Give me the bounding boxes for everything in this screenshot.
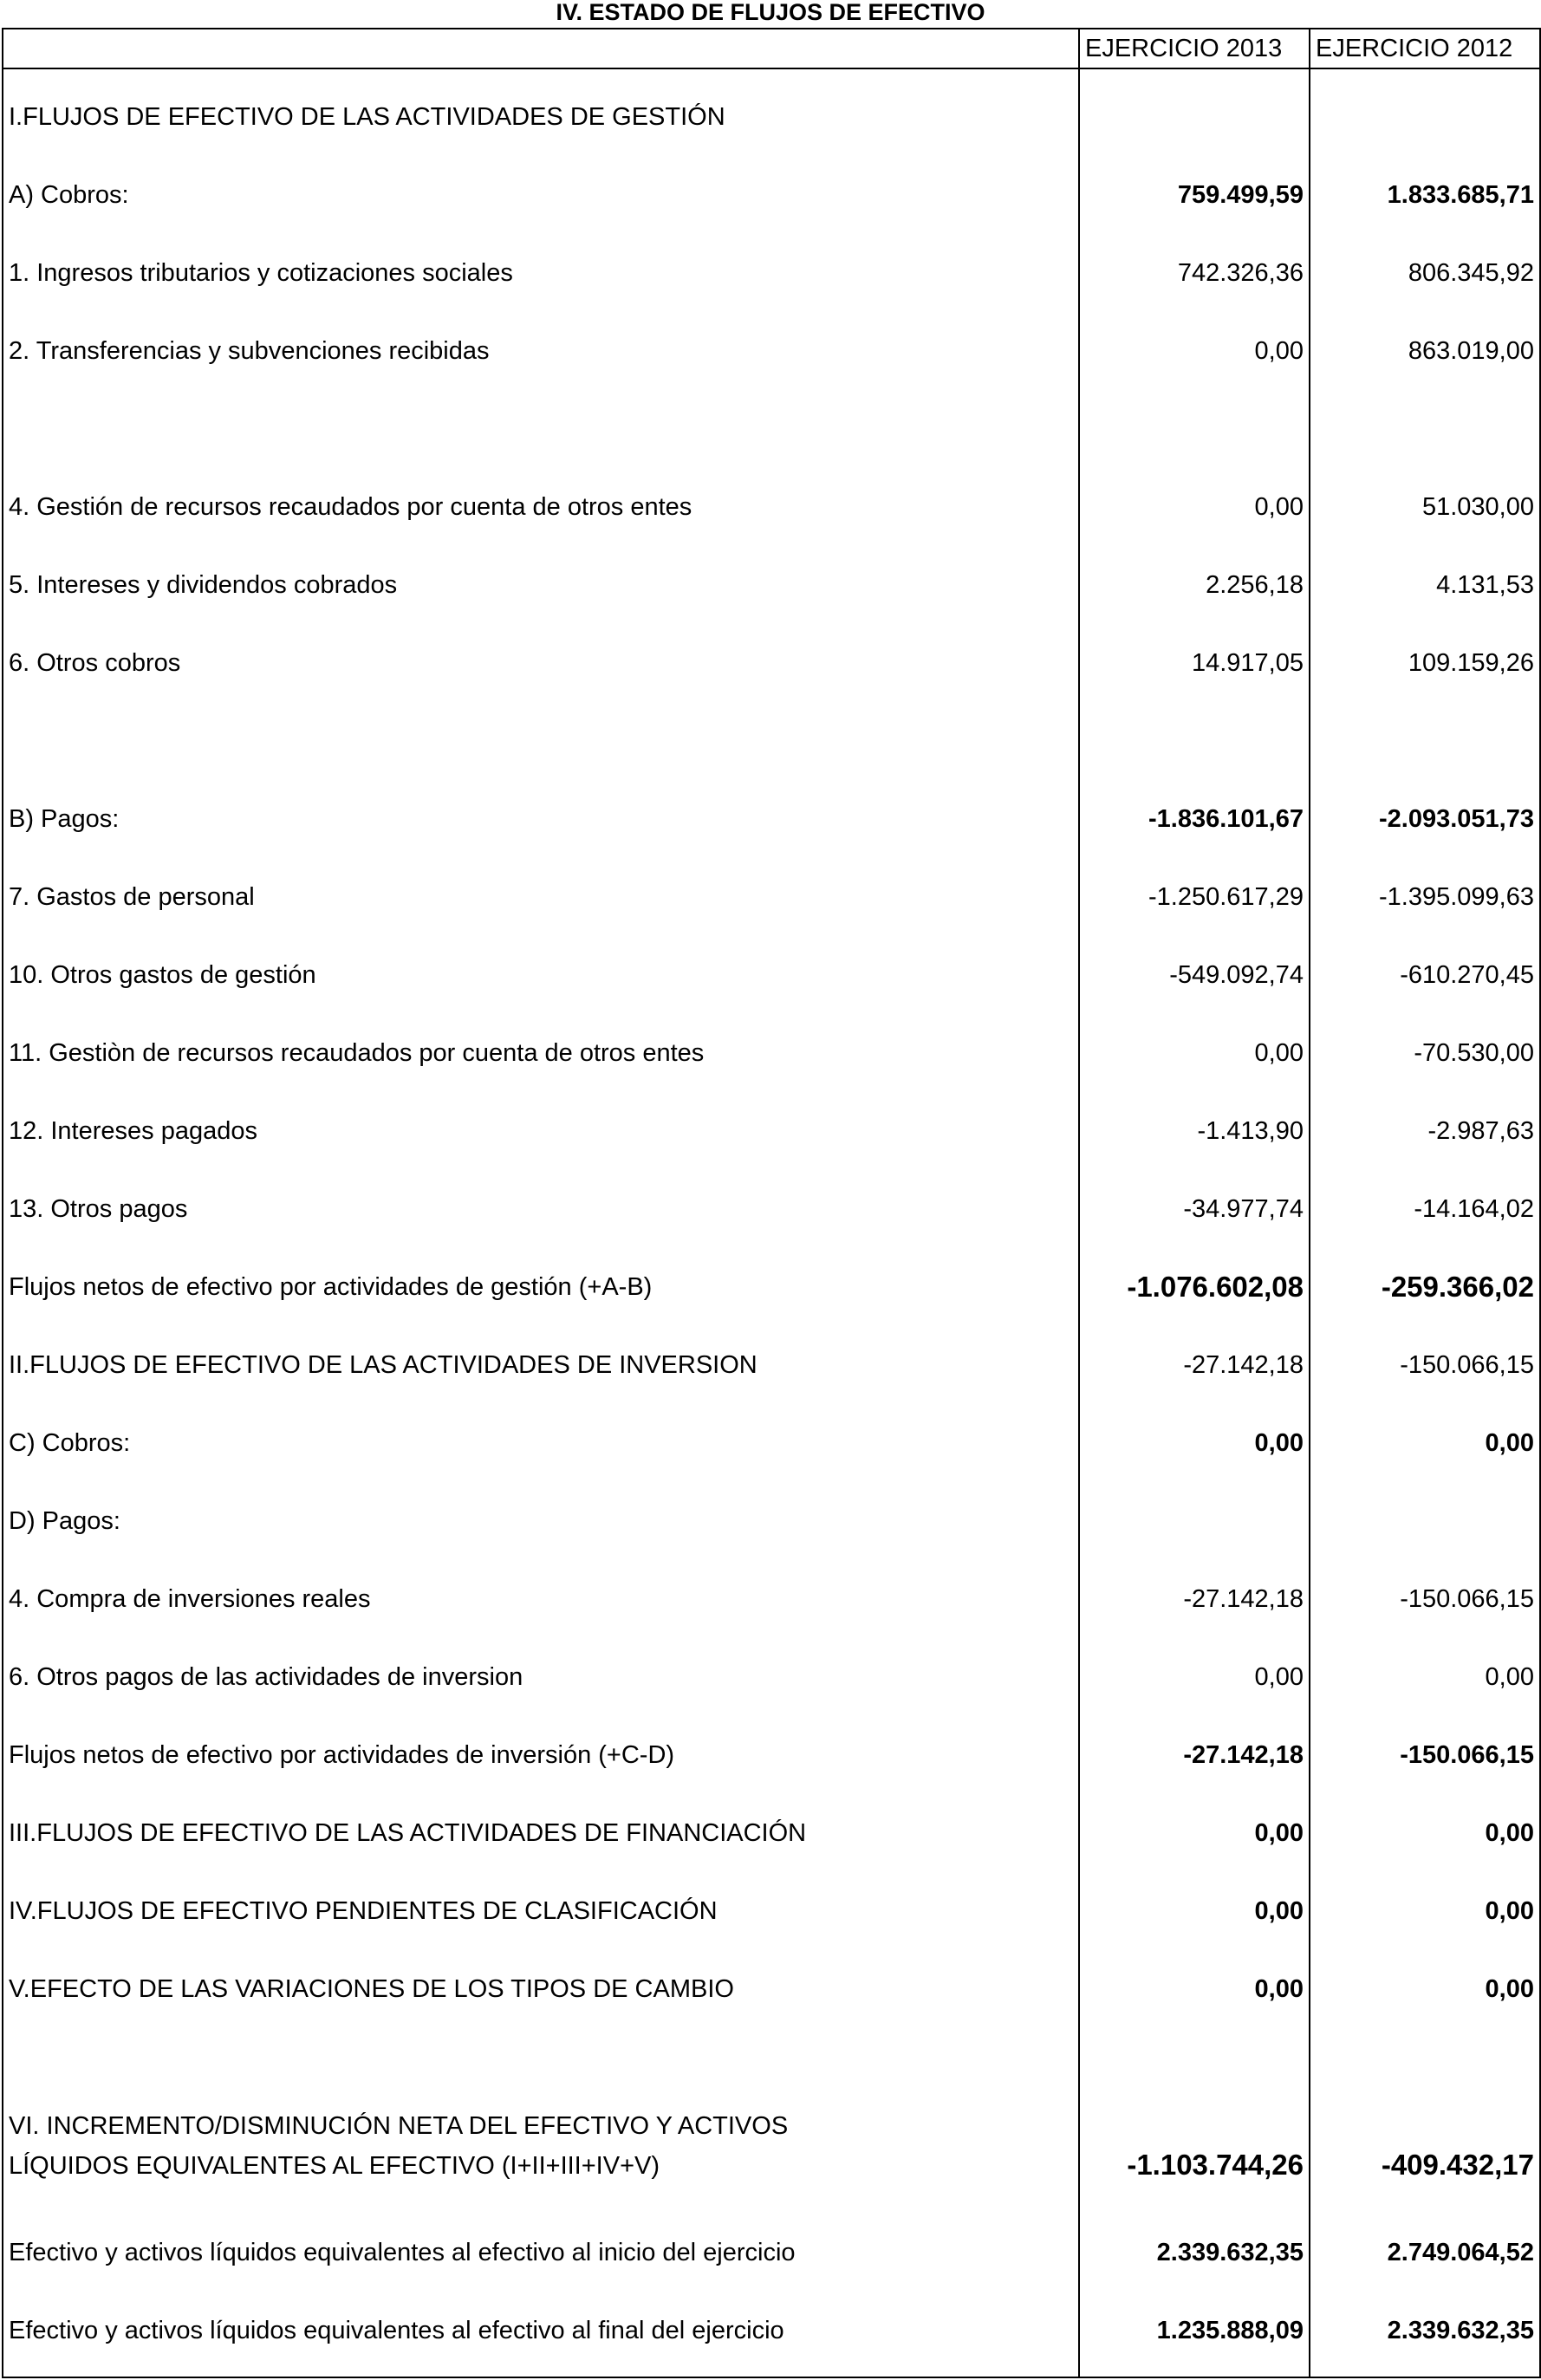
row-label: Flujos netos de efectivo por actividades de gestión (+A-B) (9, 1273, 653, 1301)
row-label: I.FLUJOS DE EFECTIVO DE LAS ACTIVIDADES DE GESTIÓN (9, 103, 725, 131)
value-2013: 14.917,05 (1191, 649, 1304, 677)
row-label: 6. Otros cobros (9, 649, 181, 677)
row-label: Efectivo y activos líquidos equivalentes al efectivo al inicio del ejercicio (9, 2239, 796, 2266)
row-label: V.EFECTO DE LAS VARIACIONES DE LOS TIPOS DE CAMBIO (9, 1975, 734, 2003)
table-row-subtotal (3, 1248, 1539, 1326)
value-2012: -259.366,02 (1381, 1271, 1534, 1303)
value-2013: 2.256,18 (1206, 571, 1304, 599)
row-label: D) Pagos: (9, 1507, 120, 1535)
value-2013: 0,00 (1254, 1897, 1304, 1925)
value-2013: 742.326,36 (1177, 259, 1304, 287)
table-row (3, 1872, 1539, 1950)
row-label: III.FLUJOS DE EFECTIVO DE LAS ACTIVIDADES DE FINANCIACIÓN (9, 1819, 807, 1847)
value-2012: -150.066,15 (1400, 1585, 1534, 1613)
table-row (3, 2214, 1539, 2292)
value-2013: -27.142,18 (1183, 1741, 1304, 1769)
value-2012: -1.395.099,63 (1379, 883, 1534, 911)
value-2012: -150.066,15 (1400, 1351, 1534, 1379)
row-label-line-2: LÍQUIDOS EQUIVALENTES AL EFECTIVO (I+II+III+IV+V) (9, 2152, 660, 2180)
value-2012: 2.749.064,52 (1387, 2239, 1534, 2266)
value-2013: 0,00 (1254, 337, 1304, 365)
table-row (3, 1560, 1539, 1638)
row-label: 4. Gestión de recursos recaudados por cuenta de otros entes (9, 493, 692, 521)
row-label: II.FLUJOS DE EFECTIVO DE LAS ACTIVIDADES DE INVERSION (9, 1351, 757, 1379)
row-label: 6. Otros pagos de las actividades de inversion (9, 1663, 523, 1691)
table-row (3, 936, 1539, 1014)
value-2013: 1.235.888,09 (1156, 2317, 1304, 2344)
table-row-blank (3, 702, 1539, 780)
table-row (3, 1404, 1539, 1482)
table-row (3, 1170, 1539, 1248)
value-2013: -1.103.744,26 (1127, 2149, 1304, 2181)
page-title: IV. ESTADO DE FLUJOS DE EFECTIVO (556, 0, 985, 25)
row-label: 1. Ingresos tributarios y cotizaciones sociales (9, 259, 513, 287)
row-label: B) Pagos: (9, 805, 120, 833)
value-2012: 806.345,92 (1408, 259, 1534, 287)
row-label: 5. Intereses y dividendos cobrados (9, 571, 398, 599)
value-2012: 863.019,00 (1408, 337, 1534, 365)
table-row-blank (3, 2028, 1539, 2106)
row-label: 2. Transferencias y subvenciones recibidas (9, 337, 490, 365)
table-row (3, 468, 1539, 546)
value-2013: 0,00 (1254, 1039, 1304, 1067)
value-2012: -14.164,02 (1414, 1195, 1534, 1223)
table-row (3, 1638, 1539, 1716)
value-2012: 0,00 (1485, 1897, 1534, 1925)
value-2012: -70.530,00 (1414, 1039, 1534, 1067)
table-row (3, 1482, 1539, 1560)
table-row (3, 624, 1539, 702)
table-row (3, 1950, 1539, 2028)
row-label: C) Cobros: (9, 1429, 131, 1457)
table-row (3, 2292, 1539, 2370)
row-label: Efectivo y activos líquidos equivalentes al efectivo al final del ejercicio (9, 2317, 784, 2344)
value-2012: 4.131,53 (1436, 571, 1534, 599)
value-2012: 2.339.632,35 (1387, 2317, 1534, 2344)
table-row (3, 780, 1539, 858)
value-2013: 2.339.632,35 (1156, 2239, 1304, 2266)
row-label: 13. Otros pagos (9, 1195, 188, 1223)
row-label: 10. Otros gastos de gestión (9, 961, 316, 989)
value-2012: 0,00 (1485, 1429, 1534, 1457)
value-2012: 0,00 (1485, 1819, 1534, 1847)
value-2013: 0,00 (1254, 1429, 1304, 1457)
value-2012: -409.432,17 (1381, 2149, 1534, 2181)
table-row (3, 1326, 1539, 1404)
value-2012: 1.833.685,71 (1387, 181, 1534, 209)
value-2012: 0,00 (1485, 1663, 1534, 1691)
value-2013: 759.499,59 (1177, 181, 1304, 209)
value-2012: 51.030,00 (1421, 493, 1534, 521)
value-2013: -1.413,90 (1197, 1117, 1304, 1145)
row-label: 4. Compra de inversiones reales (9, 1585, 371, 1613)
value-2013: 0,00 (1254, 493, 1304, 521)
value-2012: 109.159,26 (1408, 649, 1534, 677)
row-label: 12. Intereses pagados (9, 1117, 257, 1145)
row-label-line-1: VI. INCREMENTO/DISMINUCIÓN NETA DEL EFECTIVO Y ACTIVOS (9, 2112, 789, 2140)
table-row (3, 312, 1539, 390)
value-2013: -27.142,18 (1183, 1351, 1304, 1379)
value-2013: -1.836.101,67 (1148, 805, 1304, 833)
table-row-total (3, 2106, 1539, 2184)
value-2013: -34.977,74 (1183, 1195, 1304, 1223)
row-label: IV.FLUJOS DE EFECTIVO PENDIENTES DE CLASIFICACIÓN (9, 1897, 718, 1925)
cash-flow-table (2, 28, 1541, 2378)
table-row-blank (3, 390, 1539, 468)
table-row (3, 78, 1539, 156)
value-2012: 0,00 (1485, 1975, 1534, 2003)
value-2012: -610.270,45 (1400, 961, 1534, 989)
row-label: 7. Gastos de personal (9, 883, 255, 911)
value-2013: -27.142,18 (1183, 1585, 1304, 1613)
table-row (3, 156, 1539, 234)
value-2013: 0,00 (1254, 1819, 1304, 1847)
value-2013: -549.092,74 (1169, 961, 1304, 989)
row-label: 11. Gestiòn de recursos recaudados por cuenta de otros entes (9, 1039, 705, 1067)
value-2012: -150.066,15 (1400, 1741, 1534, 1769)
table-row (3, 1092, 1539, 1170)
value-2013: 0,00 (1254, 1663, 1304, 1691)
value-2013: -1.076.602,08 (1127, 1271, 1304, 1303)
table-row-subtotal (3, 1716, 1539, 1794)
column-header-2013: EJERCICIO 2013 (1085, 35, 1283, 62)
column-header-2012: EJERCICIO 2012 (1316, 35, 1513, 62)
value-2012: -2.987,63 (1427, 1117, 1534, 1145)
row-label: A) Cobros: (9, 181, 129, 209)
table-row (3, 858, 1539, 936)
value-2012: -2.093.051,73 (1379, 805, 1534, 833)
table-row (3, 546, 1539, 624)
value-2013: -1.250.617,29 (1148, 883, 1304, 911)
table-row (3, 1794, 1539, 1872)
row-label (9, 2106, 1070, 2186)
table-row (3, 1014, 1539, 1092)
value-2013: 0,00 (1254, 1975, 1304, 2003)
table-row (3, 234, 1539, 312)
row-label: Flujos netos de efectivo por actividades de inversión (+C-D) (9, 1741, 675, 1769)
